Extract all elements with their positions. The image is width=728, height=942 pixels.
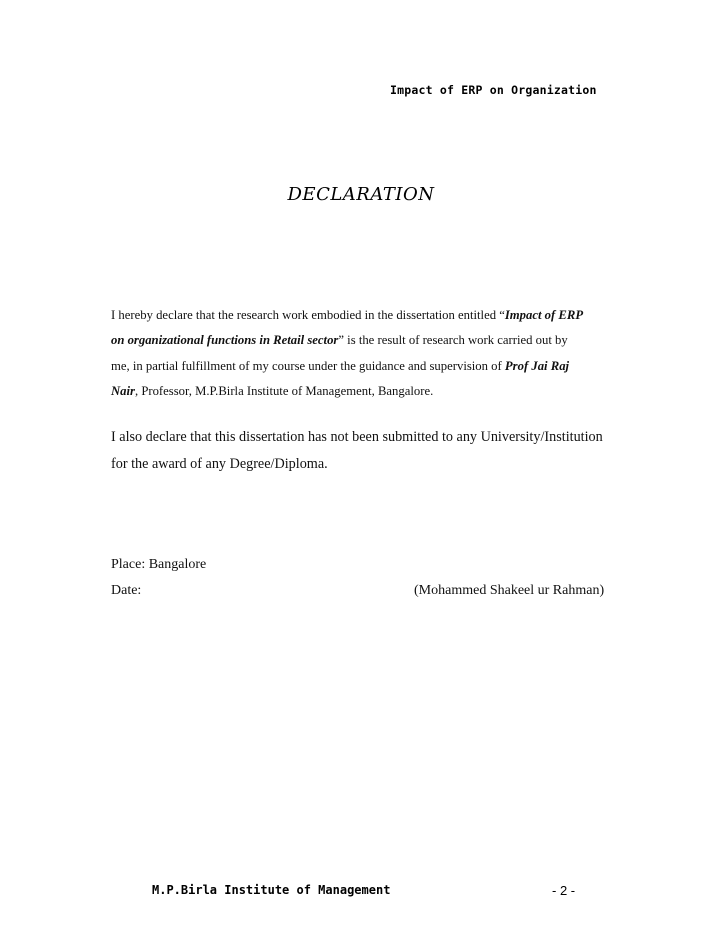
- text-run: , Professor, M.P.Birla Institute of Management, Bangalore.: [134, 383, 434, 398]
- declaration-paragraph: [111, 303, 621, 404]
- page-number: - 2 -: [552, 883, 576, 898]
- author-signature: (Mohammed Shakeel ur Rahman): [414, 583, 605, 598]
- place-label: Place: Bangalore: [111, 557, 207, 572]
- date-label: Date:: [111, 583, 142, 598]
- guide-name-part: Prof Jai Raj: [504, 358, 570, 373]
- text-run: me, in partial fulfillment of my course under the guidance and supervision of: [111, 358, 505, 373]
- running-header: Impact of ERP on Organization: [390, 83, 597, 97]
- footer-institute: M.P.Birla Institute of Management: [152, 883, 391, 897]
- paragraph-line: [111, 354, 621, 379]
- paragraph-line: for the award of any Degree/Diploma.: [111, 456, 328, 472]
- text-run: I hereby declare that the research work embodied in the dissertation entitled “: [111, 308, 505, 322]
- page-title: [0, 184, 728, 205]
- page-title-text: DECLARATION: [287, 184, 435, 205]
- paragraph-line: [111, 379, 621, 404]
- dissertation-title-part: Impact of ERP: [504, 308, 584, 322]
- paragraph-line: [111, 328, 621, 353]
- non-submission-paragraph: [111, 424, 621, 478]
- paragraph-line: I also declare that this dissertation has not been submitted to any University/Institution: [111, 429, 603, 445]
- paragraph-line: [111, 303, 621, 328]
- dissertation-title-part: on organizational functions in Retail sector: [111, 333, 339, 348]
- text-run: ” is the result of research work carried out by: [338, 333, 568, 348]
- guide-name-part: Nair: [111, 383, 135, 398]
